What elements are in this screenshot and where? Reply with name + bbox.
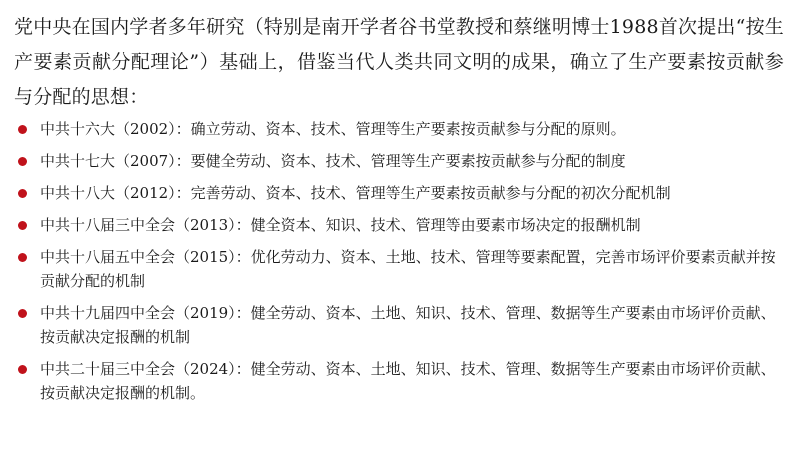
bullet-dot-icon <box>18 221 27 230</box>
list-item <box>14 357 784 405</box>
list-item-text: 中共十八大（2012）：完善劳动、资本、技术、管理等生产要素按贡献参与分配的初次分配机制 <box>40 184 671 202</box>
list-item-text: 中共十八届三中全会（2013）：健全资本、知识、技术、管理等由要素市场决定的报酬机制 <box>40 216 641 234</box>
bullet-dot-icon <box>18 365 27 374</box>
list-item <box>14 301 784 349</box>
intro-paragraph: 党中央在国内学者多年研究（特别是南开学者谷书堂教授和蔡继明博士1988首次提出“按生产要素贡献分配理论”）基础上，借鉴当代人类共同文明的成果，确立了生产要素按贡献参与分配的思想： <box>14 16 784 108</box>
list-item <box>14 245 784 293</box>
list-item-text: 中共二十届三中全会（2024）：健全劳动、资本、土地、知识、技术、管理、数据等生产要素由市场评价贡献、按贡献决定报酬的机制。 <box>40 360 776 402</box>
list-item-text: 中共十九届四中全会（2019）：健全劳动、资本、土地、知识、技术、管理、数据等生产要素由市场评价贡献、按贡献决定报酬的机制 <box>40 304 776 346</box>
list-item <box>14 213 784 237</box>
list-item <box>14 117 784 141</box>
milestone-list <box>14 117 784 405</box>
bullet-dot-icon <box>18 189 27 198</box>
list-item-text: 中共十八届五中全会（2015）：优化劳动力、资本、土地、技术、管理等要素配置，完善市场评价要素贡献并按贡献分配的机制 <box>40 248 776 290</box>
list-item-text: 中共十六大（2002）：确立劳动、资本、技术、管理等生产要素按贡献参与分配的原则。 <box>40 120 626 138</box>
bullet-dot-icon <box>18 253 27 262</box>
list-item <box>14 181 784 205</box>
slide-content <box>14 10 784 413</box>
bullet-dot-icon <box>18 157 27 166</box>
bullet-dot-icon <box>18 125 27 134</box>
bullet-dot-icon <box>18 309 27 318</box>
list-item-text: 中共十七大（2007）：要健全劳动、资本、技术、管理等生产要素按贡献参与分配的制度 <box>40 152 626 170</box>
list-item <box>14 149 784 173</box>
